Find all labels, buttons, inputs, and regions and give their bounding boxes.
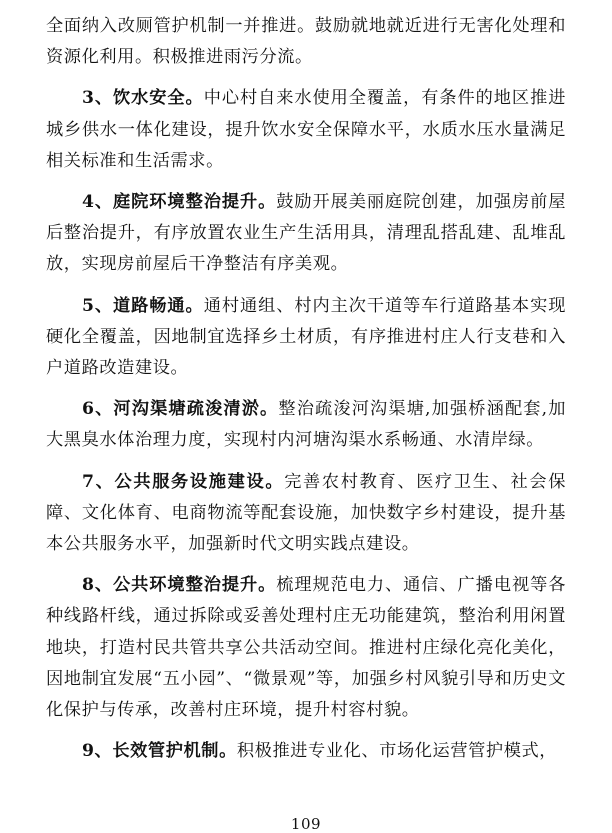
paragraph-body: 积极推进专业化、市场化运营管护模式， xyxy=(236,741,558,762)
paragraph-rivers xyxy=(46,394,566,456)
paragraph-body: 中心村自来水使用全覆盖，有条件的地区推进城乡供水一体化建设，提升饮水安全保障水平，水质水压水量满足相关标准和生活需求。 xyxy=(46,88,566,171)
paragraph-body: 梳理规范电力、通信、广播电视等各种线路杆线，通过拆除或妥善处理村庄无功能建筑，整治利用闲置地块，打造村民共管共享公共活动空间。推进村庄绿化亮化美化，因地制宜发展“五小园”、“微景观”等，加强乡村风貌引导和历史文化保护与传承，改善村庄环境，提升村容村貌。 xyxy=(46,575,567,721)
paragraph-drinking-water xyxy=(46,83,566,177)
paragraph-body: 通村通组、村内主次干道等车行道路基本实现硬化全覆盖，因地制宜选择乡土材质，有序推进村庄人行支巷和入户道路改造建设。 xyxy=(46,295,566,379)
paragraph-roads xyxy=(46,291,566,385)
paragraph-heading: 4、庭院环境整治提升。 xyxy=(82,192,277,213)
paragraph-heading: 7、公共服务设施建设。 xyxy=(82,471,285,492)
paragraph-public-environment xyxy=(46,570,566,726)
paragraph-heading: 8、公共环境整治提升。 xyxy=(82,575,277,596)
paragraph-heading: 3、饮水安全。 xyxy=(82,88,204,109)
paragraph-body: 整治疏浚河沟渠塘,加强桥涵配套,加大黑臭水体治理力度，实现村内河塘沟渠水系畅通、水清岸绿。 xyxy=(46,399,566,451)
paragraph-heading: 6、河沟渠塘疏浚清淤。 xyxy=(82,399,279,420)
paragraph-body: 鼓励开展美丽庭院创建，加强房前屋后整治提升，有序放置农业生产生活用具，清理乱搭乱建、乱堆乱放，实现房前屋后干净整洁有序美观。 xyxy=(46,192,567,275)
paragraph-heading: 5、道路畅通。 xyxy=(82,295,204,316)
paragraph-body: 全面纳入改厕管护机制一并推进。鼓励就地就近进行无害化处理和资源化利用。积极推进雨污分流。 xyxy=(46,16,566,68)
paragraph-body: 完善农村教育、医疗卫生、社会保障、文化体育、电商物流等配套设施，加快数字乡村建设，提升基本公共服务水平，加强新时代文明实践点建设。 xyxy=(46,471,566,555)
page-number: 109 xyxy=(290,815,322,833)
paragraph-heading: 9、长效管护机制。 xyxy=(82,741,237,762)
paragraph-maintenance xyxy=(46,736,566,767)
document-page xyxy=(46,11,566,777)
paragraph-continuation xyxy=(46,11,566,73)
paragraph-public-services xyxy=(46,467,566,561)
paragraph-courtyard xyxy=(46,187,566,281)
